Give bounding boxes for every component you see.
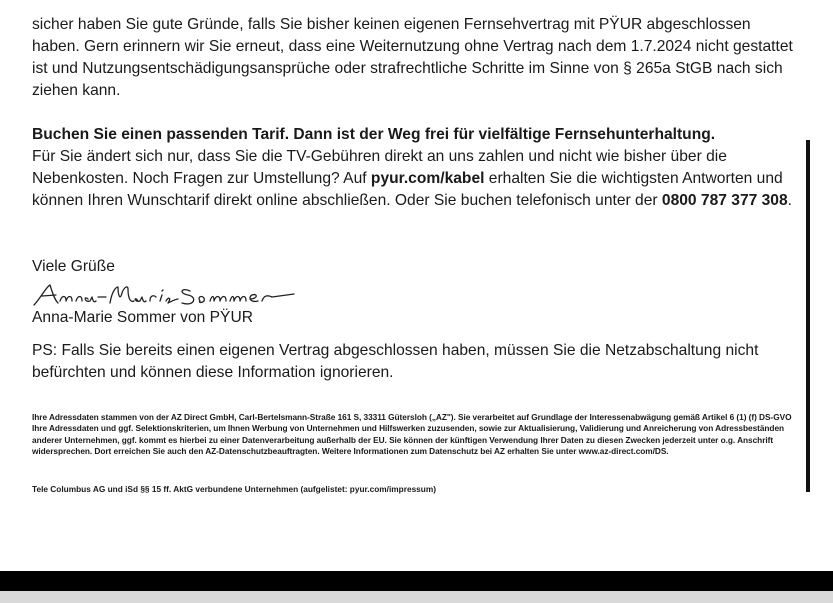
- affiliates-note: Tele Columbus AG und iSd §§ 15 ff. AktG verbundene Unternehmen (aufgelistet: pyur.com/impressum): [32, 484, 437, 494]
- scan-edge-gray: [0, 591, 833, 603]
- phone-number: 0800 787 377 308: [661, 192, 788, 209]
- signer-name: Anna-Marie Sommer von PŸUR: [32, 309, 253, 326]
- body-text-1: Für Sie ändert sich nur, dass Sie die TV-Gebühren direkt an uns zahlen und nicht wie bisher über die Nebenkosten. Noch Fragen zur Umstellung? Auf: [32, 148, 727, 187]
- tariff-headline: Buchen Sie einen passenden Tarif. Dann ist der Weg frei für vielfältige Fernsehunterhaltung.: [32, 126, 716, 143]
- postscript: PS: Falls Sie bereits einen eigenen Vertrag abgeschlossen haben, müssen Sie die Netzabschaltung nicht befürchten und können diese Information ignorieren.: [32, 342, 759, 381]
- scan-edge-bar: [0, 571, 833, 591]
- privacy-note: Ihre Adressdaten stammen von der AZ Direct GmbH, Carl-Bertelsmann-Straße 161 S, 33311 Gütersloh („AZ"). Sie verarbeitet auf Grundlage der Interessenabwägung gemäß Artikel 6 (1) (f) DS-GVO Ihre Adressdaten und ggf. Selektionskriterien, um Ihnen Werbung von Unternehmen und Hilfswerken zuzusenden, sowie zur Aktualisierung, Validierung und Anreicherung von Adressbeständen anderer Unternehmen, ggf. kommt es hierbei zu einer Datenverarbeitung außerhalb der EU. Sie können der künftigen Verwendung Ihrer Daten zu diesen Zwecken jederzeit unter o.g. Anschrift widersprechen. Dort erreichen Sie auch den AZ-Datenschutzbeauftragten. Weitere Informationen zum Datenschutz bei AZ erhalten Sie unter www.az-direct.com/DS.: [32, 412, 792, 457]
- greeting: Viele Grüße: [32, 258, 115, 275]
- handwritten-signature: [32, 281, 302, 309]
- website-link[interactable]: pyur.com/kabel: [370, 170, 485, 187]
- margin-bar: [806, 140, 810, 492]
- body-text-3: .: [787, 192, 792, 209]
- tariff-paragraph: [32, 124, 802, 212]
- intro-paragraph: sicher haben Sie gute Gründe, falls Sie bisher keinen eigenen Fernsehvertrag mit PŸUR abgeschlossen haben. Gern erinnern wir Sie erneut, dass eine Weiternutzung ohne Vertrag nach dem 1.7.2024 nicht gestattet ist und Nutzungsentschädigungsansprüche oder strafrechtliche Schritte im Sinne von § 265a StGB nach sich ziehen kann.: [32, 16, 793, 99]
- body-text-2: erhalten Sie die wichtigsten Antworten und können Ihren Wunschtarif direkt online abschließen. Oder Sie buchen telefonisch unter der: [32, 170, 783, 209]
